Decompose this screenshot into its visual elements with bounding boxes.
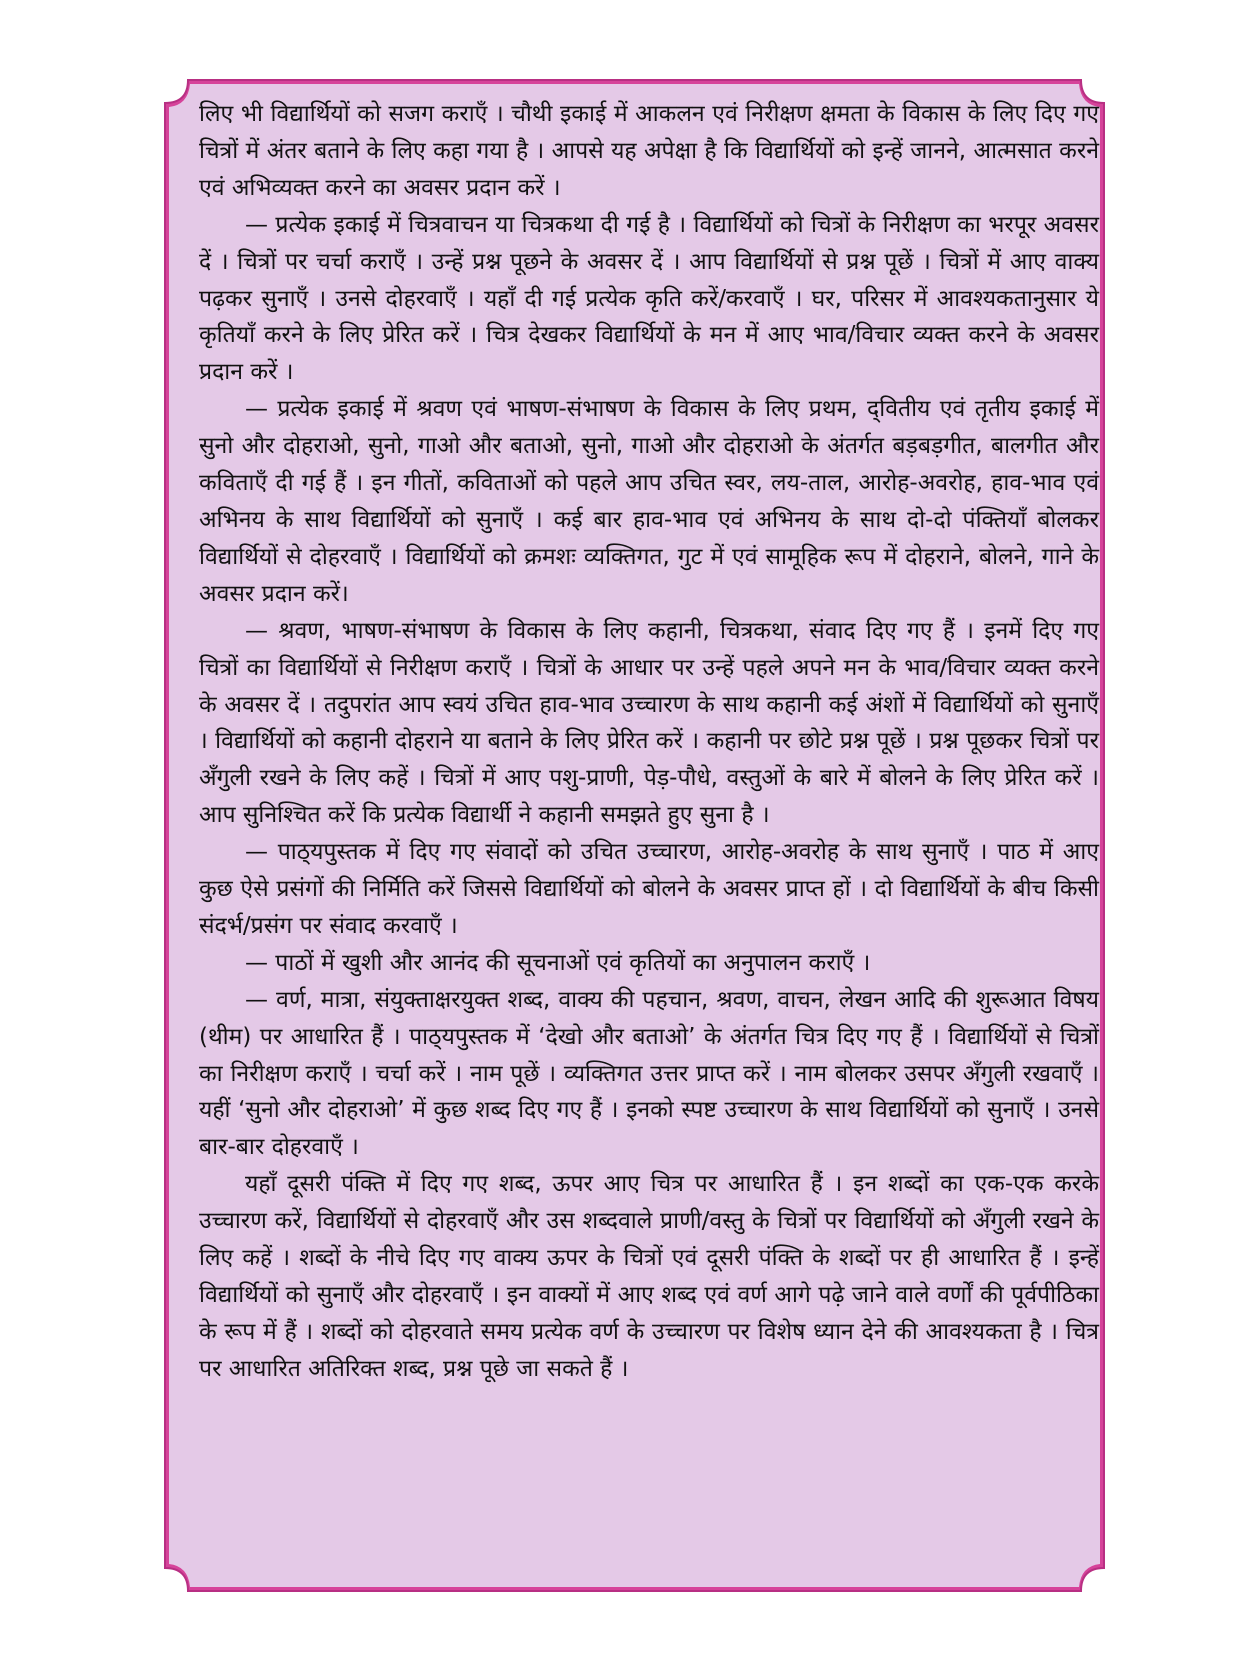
guidance-text-block bbox=[199, 96, 1099, 1388]
paragraph-4: — श्रवण, भाषण-संभाषण के विकास के लिए कहानी, चित्रकथा, संवाद दिए गए हैं । इनमें दिए गए चित्रों का विद्यार्थियों से निरीक्षण कराएँ । चित्रों के आधार पर उन्हें पहले अपने मन के भाव/विचार व्यक्त करने के अवसर दें । तदुपरांत आप स्वयं उचित हाव-भाव उच्चारण के साथ कहानी कई अंशों में विद्यार्थियों को सुनाएँ । विद्यार्थियों को कहानी दोहराने या बताने के लिए प्रेरित करें । कहानी पर छोटे प्रश्न पूछें । प्रश्न पूछकर चित्रों पर अँगुली रखने के लिए कहें । चित्रों में आए पशु-प्राणी, पेड़-पौधे, वस्तुओं के बारे में बोलने के लिए प्रेरित करें । आप सुनिश्चित करें कि प्रत्येक विद्यार्थी ने कहानी समझते हुए सुना है । bbox=[199, 617, 1099, 829]
paragraph-5: — पाठ्‌यपुस्तक में दिए गए संवादों को उचित उच्चारण, आरोह-अवरोह के साथ सुनाएँ । पाठ में आए कुछ ऐसे प्रसंगों की निर्मिति करें जिससे विद्यार्थियों को बोलने के अवसर प्राप्त हों । दो विद्यार्थियों के बीच किसी संदर्भ/प्रसंग पर संवाद करवाएँ । bbox=[199, 839, 1099, 939]
paragraph-8: यहाँ दूसरी पंक्ति में दिए गए शब्द, ऊपर आए चित्र पर आधारित हैं । इन शब्दों का एक-एक करके उच्चारण करें, विद्यार्थियों से दोहरवाएँ और उस शब्दवाले प्राणी/वस्तु के चित्रों पर विद्यार्थियों को अँगुली रखने के लिए कहें । शब्दों के नीचे दिए गए वाक्य ऊपर के चित्रों एवं दूसरी पंक्ति के शब्दों पर ही आधारित हैं । इन्हें विद्यार्थियों को सुनाएँ और दोहरवाएँ । इन वाक्यों में आए शब्द एवं वर्ण आगे पढ़े जाने वाले वर्णों की पूर्वपीठिका के रूप में हैं । शब्दों को दोहरवाते समय प्रत्येक वर्ण के उच्चारण पर विशेष ध्यान देने की आवश्यकता है । चित्र पर आधारित अतिरिक्त शब्द, प्रश्न पूछे जा सकते हैं । bbox=[199, 1171, 1099, 1382]
paragraph-2: — प्रत्येक इकाई में चित्रवाचन या चित्रकथा दी गई है । विद्यार्थियों को चित्रों के निरीक्षण का भरपूर अवसर दें । चित्रों पर चर्चा कराएँ । उन्हें प्रश्न पूछने के अवसर दें । आप विद्यार्थियों से प्रश्न पूछें । चित्रों में आए वाक्य पढ़कर सुनाएँ । उनसे दोहरवाएँ । यहाँ दी गई प्रत्येक कृति करें/करवाएँ । घर, परिसर में आवश्यकतानुसार ये कृतियाँ करने के लिए प्रेरित करें । चित्र देखकर विद्यार्थियों के मन में आए भाव/विचार व्यक्त करने के अवसर प्रदान करें । bbox=[199, 211, 1099, 386]
paragraph-6: — पाठों में खुशी और आनंद की सूचनाओं एवं कृतियों का अनुपालन कराएँ । bbox=[245, 949, 871, 976]
paragraph-7: — वर्ण, मात्रा, संयुक्ताक्षरयुक्त शब्द, वाक्य की पहचान, श्रवण, वाचन, लेखन आदि की शुरूआत विषय (थीम) पर आधारित हैं । पाठ्‌यपुस्तक में ‘देखो और बताओ’ के अंतर्गत चित्र दिए गए हैं । विद्यार्थियों से चित्रों का निरीक्षण कराएँ । चर्चा करें । नाम पूछें । व्यक्तिगत उत्तर प्राप्त करें । नाम बोलकर उसपर अँगुली रखवाएँ । यहीं ‘सुनो और दोहराओ’ में कुछ शब्द दिए गए हैं । इनको स्पष्ट उच्चारण के साथ विद्यार्थियों को सुनाएँ । उनसे बार-बार दोहरवाएँ । bbox=[199, 986, 1099, 1161]
paragraph-1: लिए भी विद्यार्थियों को सजग कराएँ । चौथी इकाई में आकलन एवं निरीक्षण क्षमता के विकास के लिए दिए गए चित्रों में अंतर बताने के लिए कहा गया है । आपसे यह अपेक्षा है कि विद्यार्थियों को इन्हें जानने, आत्मसात करने एवं अभिव्यक्त करने का अवसर प्रदान करें । bbox=[199, 101, 1099, 201]
paragraph-3: — प्रत्येक इकाई में श्रवण एवं भाषण-संभाषण के विकास के लिए प्रथम, द्‌वितीय एवं तृतीय इकाई में सुनो और दोहराओ, सुनो, गाओ और बताओ, सुनो, गाओ और दोहराओ के अंतर्गत बड़बड़गीत, बालगीत और कविताएँ दी गई हैं । इन गीतों, कविताओं को पहले आप उचित स्वर, लय-ताल, आरोह-अवरोह, हाव-भाव एवं अभिनय के साथ विद्यार्थियों को सुनाएँ । कई बार हाव-भाव एवं अभिनय के साथ दो-दो पंक्तियाँ बोलकर विद्यार्थियों से दोहरवाएँ । विद्यार्थियों को क्रमशः व्यक्तिगत, गुट में एवं सामूहिक रूप में दोहराने, बोलने, गाने के अवसर प्रदान करें। bbox=[199, 396, 1099, 607]
